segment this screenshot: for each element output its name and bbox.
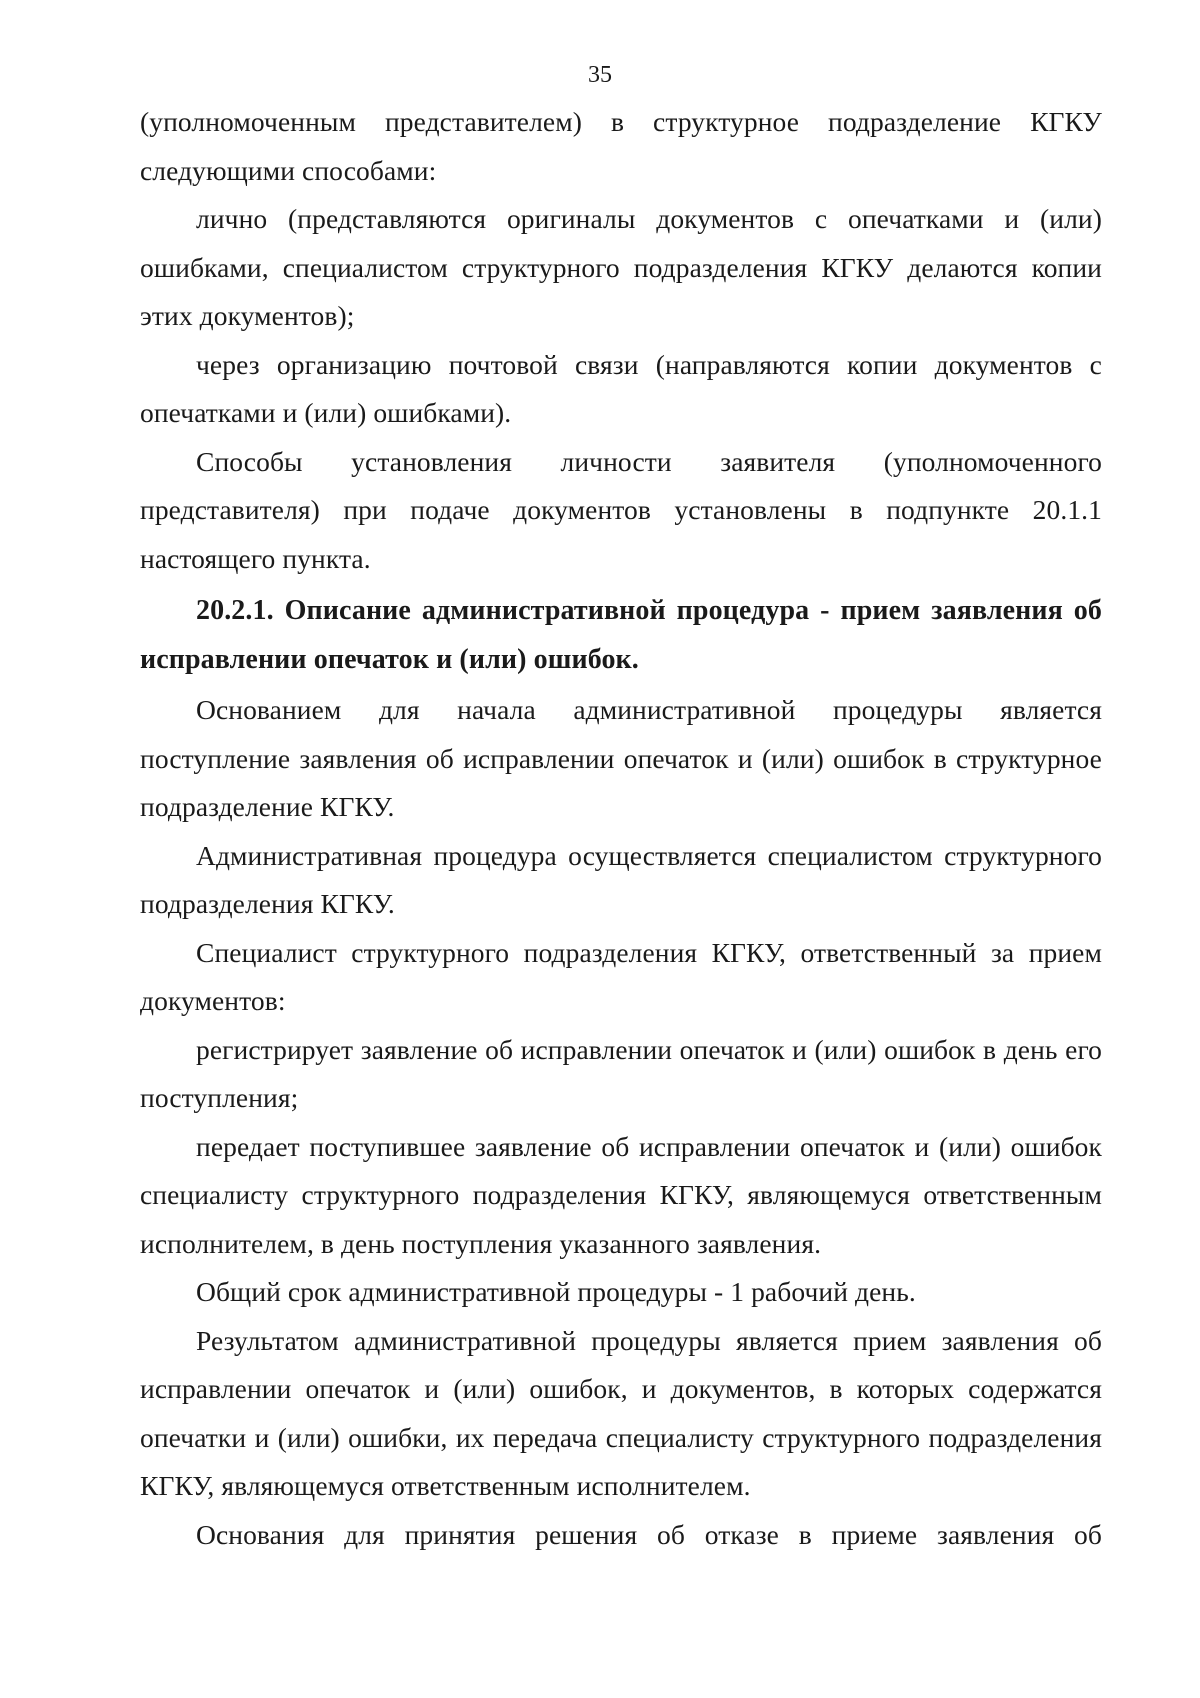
paragraph-grounds: Основанием для начала административной процедуры является поступление заявления об исправлении опечаток и (или) ошибок в структурное подразделение КГКУ. xyxy=(140,694,1102,822)
paragraph-performer: Административная процедура осуществляется специалистом структурного подразделения КГКУ. xyxy=(140,839,1102,919)
paragraph-method-post: через организацию почтовой связи (направляются копии документов с опечатками и (или) ошибками). xyxy=(140,348,1102,428)
page-number: 35 xyxy=(588,62,612,88)
paragraph-result: Результатом административной процедуры является прием заявления об исправлении опечаток и (или) ошибок, и документов, в которых содержатся опечатки и (или) ошибки, их передача специалисту структурного подразделения КГКУ, являющемуся ответственным исполнителем. xyxy=(140,1324,1102,1501)
paragraph-continuation: (уполномоченным представителем) в структурное подразделение КГКУ следующими способами: xyxy=(140,106,1102,186)
paragraph-method-in-person: лично (представляются оригиналы документов с опечатками и (или) ошибками, специалистом структурного подразделения КГКУ делаются копии этих документов); xyxy=(140,203,1102,331)
paragraph-term: Общий срок административной процедуры - 1 рабочий день. xyxy=(196,1276,916,1307)
paragraph-identification: Способы установления личности заявителя (уполномоченного представителя) при подаче документов установлены в подпункте 20.1.1 настоящего пункта. xyxy=(140,445,1102,574)
section-heading: 20.2.1. Описание административной процедура - прием заявления об исправлении опечаток и (или) ошибок. xyxy=(140,595,1102,675)
paragraph-transfers: передает поступившее заявление об исправлении опечаток и (или) ошибок специалисту структурного подразделения КГКУ, являющемуся ответственным исполнителем, в день поступления указанного заявления. xyxy=(140,1130,1102,1259)
paragraph-specialist: Специалист структурного подразделения КГКУ, ответственный за прием документов: xyxy=(140,936,1102,1016)
document-body xyxy=(140,98,1102,1559)
paragraph-registers: регистрирует заявление об исправлении опечаток и (или) ошибок в день его поступления; xyxy=(140,1033,1102,1113)
paragraph-refusal-grounds: Основания для принятия решения об отказе в приеме заявления об xyxy=(196,1518,1102,1550)
